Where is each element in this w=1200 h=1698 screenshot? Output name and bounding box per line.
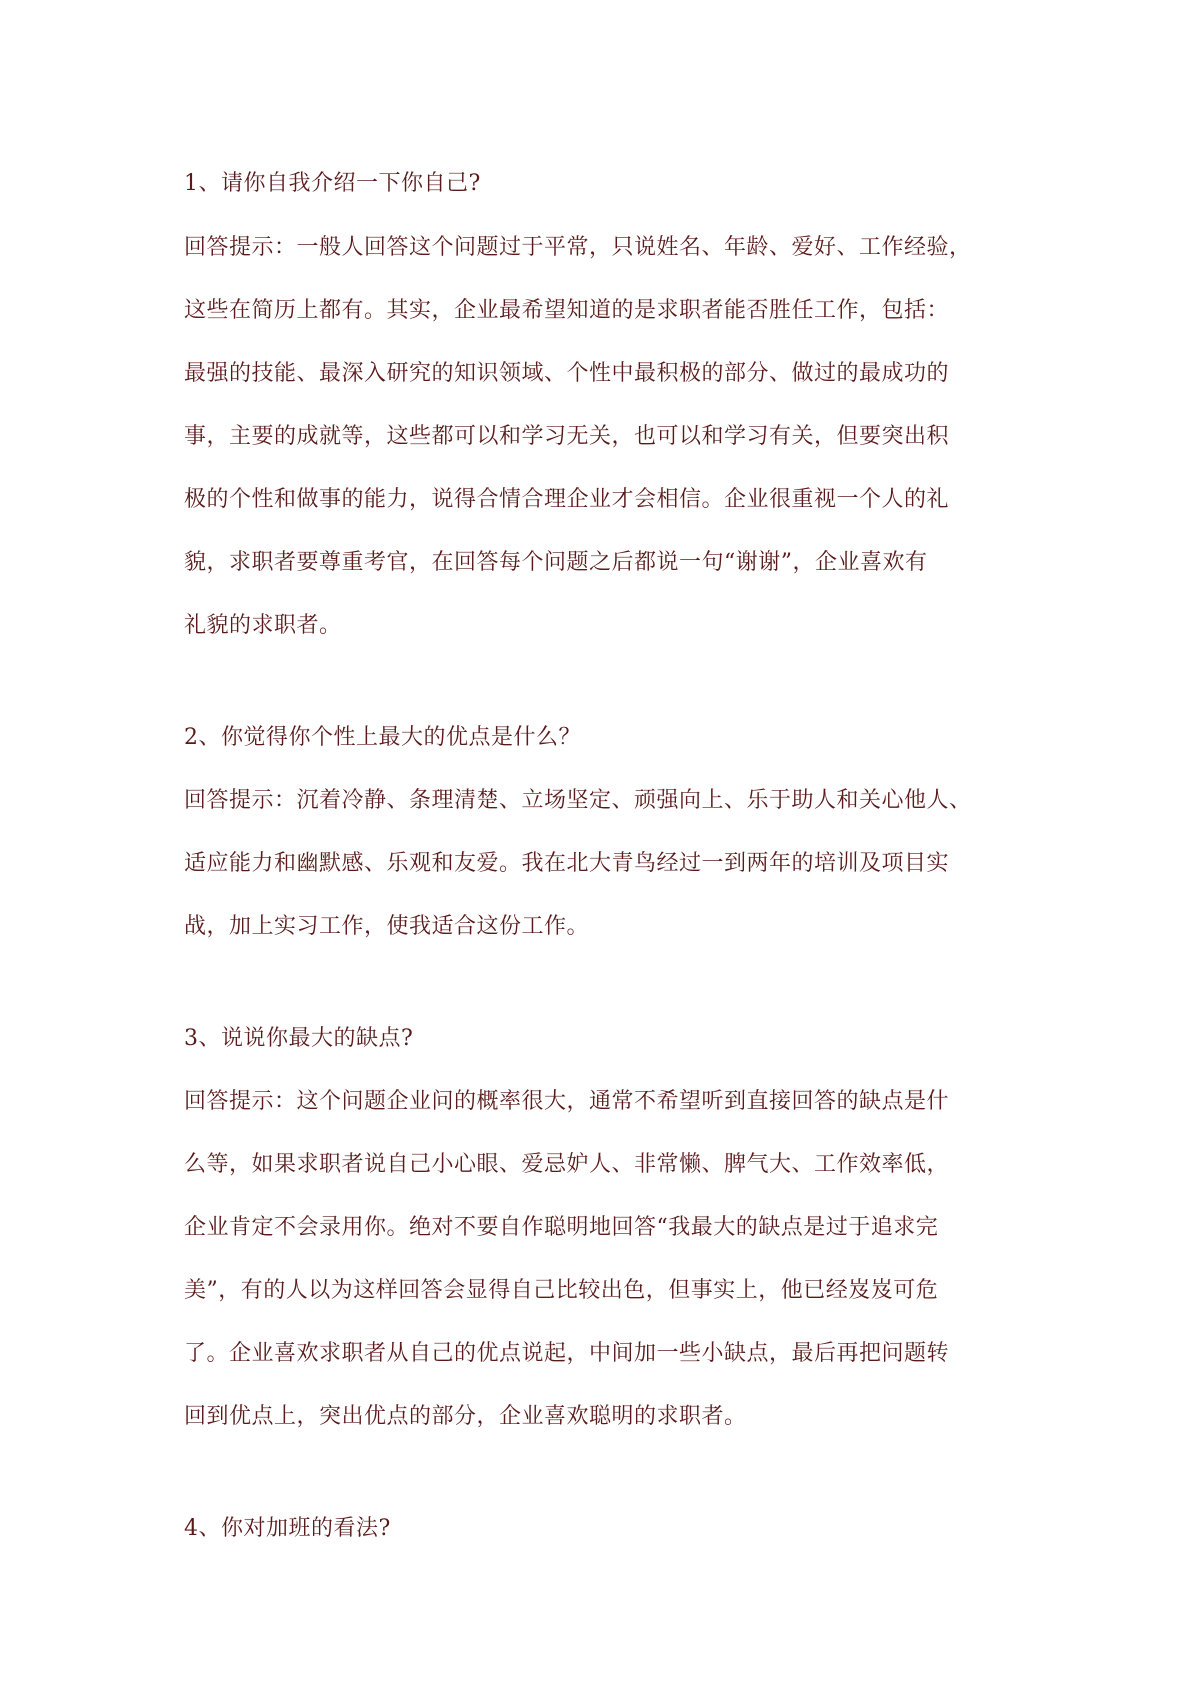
answer-3-line-3: 企业肯定不会录用你。绝对不要自作聪明地回答“我最大的缺点是过于追求完 [184,1215,939,1240]
question-3: 3、说说你最大的缺点? [184,1026,414,1051]
answer-1-line-3: 最强的技能、最深入研究的知识领域、个性中最积极的部分、做过的最成功的 [184,361,950,386]
answer-2-line-3: 战，加上实习工作，使我适合这份工作。 [184,914,590,939]
answer-3-line-1: 回答提示：这个问题企业问的概率很大，通常不希望听到直接回答的缺点是什 [184,1089,950,1114]
answer-1-line-2: 这些在简历上都有。其实，企业最希望知道的是求职者能否胜任工作，包括： [184,298,950,323]
answer-3-line-4: 美”，有的人以为这样回答会显得自己比较出色，但事实上，他已经岌岌可危 [184,1278,939,1303]
answer-1-line-6: 貌，求职者要尊重考官，在回答每个问题之后都说一句“谢谢”，企业喜欢有 [184,550,928,575]
question-1: 1、请你自我介绍一下你自己? [184,171,481,196]
answer-2-line-2: 适应能力和幽默感、乐观和友爱。我在北大青鸟经过一到两年的培训及项目实 [184,851,950,876]
question-2: 2、你觉得你个性上最大的优点是什么？ [184,725,581,750]
question-4: 4、你对加班的看法? [184,1516,391,1541]
answer-1-line-7: 礼貌的求职者。 [184,613,342,638]
answer-1-line-4: 事，主要的成就等，这些都可以和学习无关，也可以和学习有关，但要突出积 [184,424,950,449]
answer-3-line-6: 回到优点上，突出优点的部分，企业喜欢聪明的求职者。 [184,1404,747,1429]
answer-1-line-1: 回答提示：一般人回答这个问题过于平常，只说姓名、年龄、爱好、工作经验， [184,235,972,260]
answer-2-line-1: 回答提示：沉着冷静、条理清楚、立场坚定、顽强向上、乐于助人和关心他人、 [184,788,972,813]
answer-3-line-2: 么等，如果求职者说自己小心眼、爱忌妒人、非常懒、脾气大、工作效率低， [184,1152,950,1177]
answer-1-line-5: 极的个性和做事的能力，说得合情合理企业才会相信。企业很重视一个人的礼 [184,487,950,512]
answer-3-line-5: 了。企业喜欢求职者从自己的优点说起，中间加一些小缺点，最后再把问题转 [184,1341,950,1366]
